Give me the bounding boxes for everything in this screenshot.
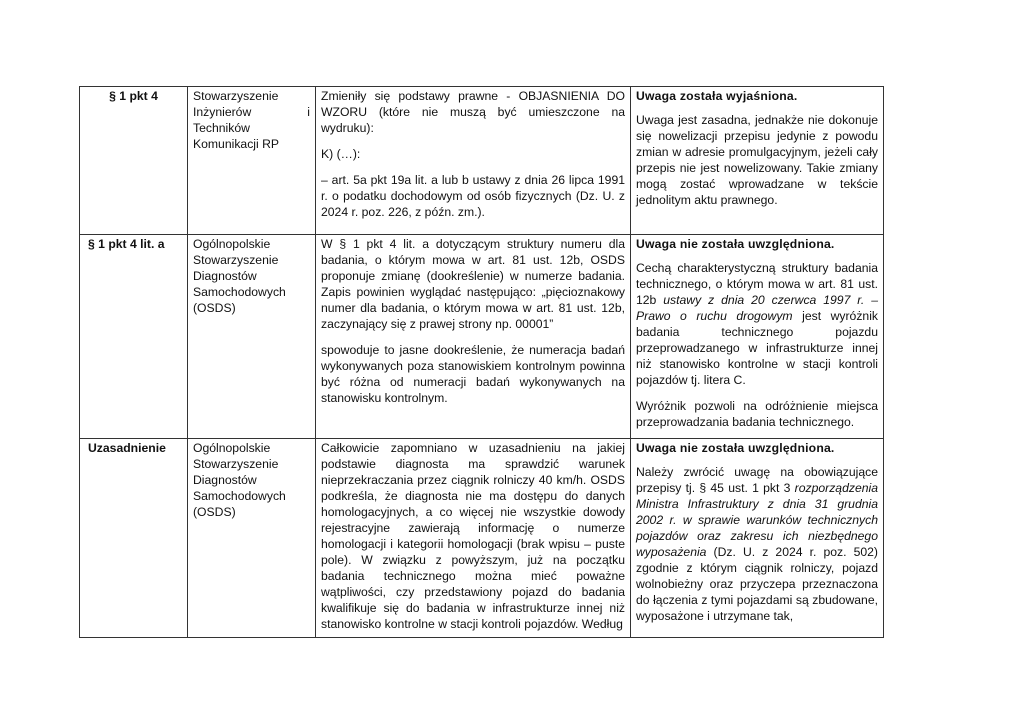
section-cell: § 1 pkt 4 bbox=[80, 87, 188, 235]
response-status: Uwaga została wyjaśniona. bbox=[636, 89, 798, 103]
table-row bbox=[80, 235, 884, 439]
response-status: Uwaga nie została uwzględniona. bbox=[636, 441, 835, 455]
response-status: Uwaga nie została uwzględniona. bbox=[636, 237, 835, 251]
comment-cell: Całkowicie zapomniano w uzasadnieniu na jakiej podstawie diagnosta ma sprawdzić warunek nieprzekraczania przez ciągnik rolniczy 40 km/h. OSDS podkreśla, że diagnosta nie ma dostępu do danych homologacyjnych, a co więcej nie wszystkie dowody rejestracyjne zawierają informację o numerze homologacji i kategorii homologacji (brak wpisu – puste pole). W związku z powyższym, już na początku badania technicznego można mieć poważne wątpliwości, czy przedstawiony pojazd do badania kwalifikuje się do badania w infrastrukturze innej niż stanowisko kontrolne w stacji kontroli pojazdów. Według bbox=[316, 439, 631, 638]
section-cell: Uzasadnienie bbox=[80, 439, 188, 638]
section-cell: § 1 pkt 4 lit. a bbox=[80, 235, 188, 439]
table-row bbox=[80, 87, 884, 235]
response-cell: Uwaga nie została uwzględniona. Należy zwrócić uwagę na obowiązujące przepisy tj. § 45 ust. 1 pkt 3 rozporządzenia Ministra Infrastruktury z dnia 31 grudnia 2002 r. w sprawie warunków technicznych pojazdów oraz zakresu ich niezbędnego wyposażenia (Dz. U. z 2024 r. poz. 502) zgodnie z którym ciągnik rolniczy, pojazd wolnobieżny oraz przyczepa przeznaczona do łączenia z tymi pojazdami są zbudowane, wyposażone i utrzymane tak, bbox=[631, 439, 884, 638]
table-row bbox=[80, 439, 884, 638]
comments-table bbox=[79, 86, 884, 638]
organization-cell: Stowarzyszenie Inżynierów i Techników Komunikacji RP bbox=[188, 87, 316, 235]
organization-cell: Ogólnopolskie Stowarzyszenie Diagnostów Samochodowych (OSDS) bbox=[188, 439, 316, 638]
response-cell: Uwaga została wyjaśniona. Uwaga jest zasadna, jednakże nie dokonuje się nowelizacji przepisu jedynie z powodu zmian w adresie promulgacyjnym, jeżeli cały przepis nie jest nowelizowany. Takie zmiany mogą zostać wprowadzane w tekście jednolitym aktu prawnego. bbox=[631, 87, 884, 235]
response-cell: Uwaga nie została uwzględniona. Cechą charakterystyczną struktury badania technicznego, o którym mowa w art. 81 ust. 12b ustawy z dnia 20 czerwca 1997 r. – Prawo o ruchu drogowym jest wyróżnik badania technicznego pojazdu przeprowadzanego w infrastrukturze innej niż stanowisko kontrolne w stacji kontroli pojazdów tj. litera C. Wyróżnik pozwoli na odróżnienie miejsca przeprowadzania badania technicznego. bbox=[631, 235, 884, 439]
comment-cell: W § 1 pkt 4 lit. a dotyczącym struktury numeru dla badania, o którym mowa w art. 81 ust. 12b, OSDS proponuje zmianę (dookreślenie) w numerze badania. Zapis powinien wyglądać następująco: „pięcioznakowy numer dla badania, o którym mowa w art. 81 ust. 12b, zaczynający się z prawej strony np. 00001” spowoduje to jasne dookreślenie, że numeracja badań wykonywanych poza stanowiskiem kontrolnym powinna być różna od numeracji badań wykonywanych na stanowisku kontrolnym. bbox=[316, 235, 631, 439]
organization-cell: Ogólnopolskie Stowarzyszenie Diagnostów Samochodowych (OSDS) bbox=[188, 235, 316, 439]
comment-cell: Zmieniły się podstawy prawne - OBJASNIENIA DO WZORU (które nie muszą być umieszczone na wydruku): K) (…): – art. 5a pkt 19a lit. a lub b ustawy z dnia 26 lipca 1991 r. o podatku dochodowym od osób fizycznych (Dz. U. z 2024 r. poz. 226, z późn. zm.). bbox=[316, 87, 631, 235]
